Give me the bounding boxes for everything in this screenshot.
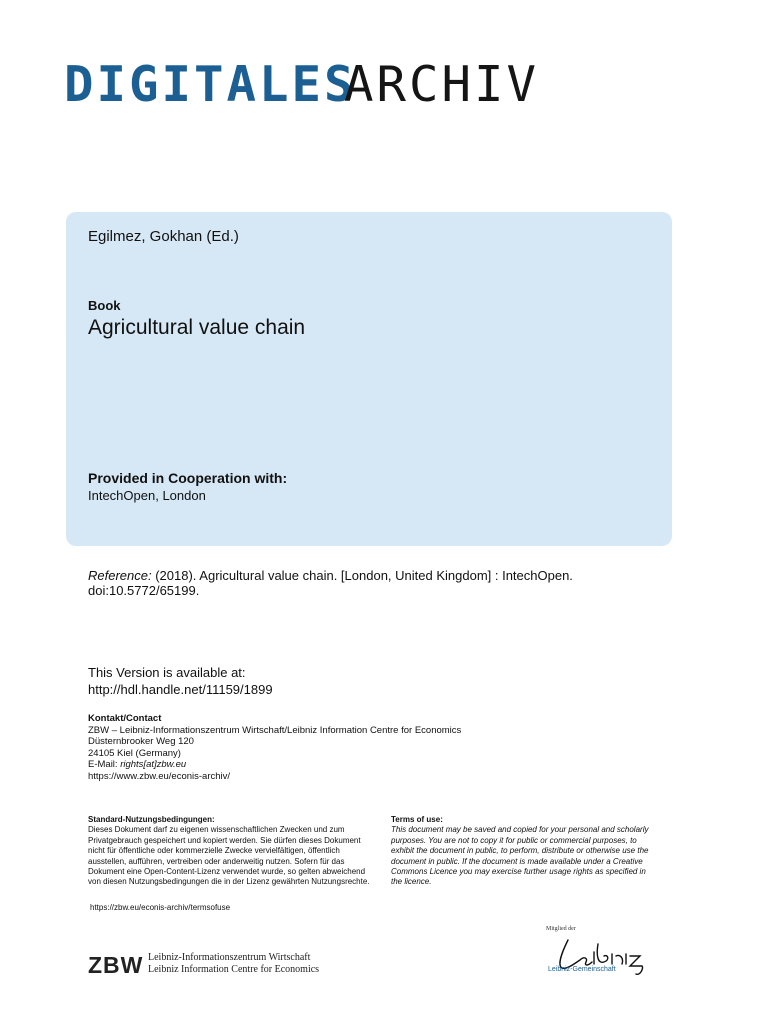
- terms-english: [391, 815, 653, 888]
- contact-email-link[interactable]: rights[at]zbw.eu: [120, 759, 187, 770]
- logo-archiv: ARCHIV: [344, 56, 540, 113]
- zbw-name-line2: Leibniz Information Centre for Economics: [148, 964, 320, 975]
- terms-english-text: This document may be saved and copied for your personal and scholarly purposes. You are not to copy it for public or commercial purposes, to exhibit the document in public, to perform, distribute or otherwise use the document in public. If the document is made available under a Creative Commons Licence you may exercise further usage rights as specified in the licence.: [391, 825, 649, 887]
- terms-english-heading: Terms of use:: [391, 815, 443, 824]
- version-url-link[interactable]: http://hdl.handle.net/11159/1899: [88, 682, 273, 697]
- terms-german: [88, 815, 378, 888]
- contact-street: Düsternbrooker Weg 120: [88, 736, 194, 747]
- logo-digitales: DIGITALES: [64, 56, 357, 113]
- terms-german-heading: Standard-Nutzungsbedingungen:: [88, 815, 215, 824]
- record-title: Agricultural value chain: [88, 316, 306, 339]
- zbw-name-line1: Leibniz-Informationszentrum Wirtschaft: [148, 952, 311, 963]
- reference-block: [88, 568, 608, 598]
- contact-heading: Kontakt/Contact: [88, 713, 162, 724]
- version-label: This Version is available at:: [88, 665, 246, 680]
- leibniz-signature-icon: [546, 930, 656, 994]
- reference-text: (2018). Agricultural value chain. [London, United Kingdom] : IntechOpen. doi:10.5772/65199.: [88, 568, 573, 598]
- reference-label: Reference:: [88, 568, 152, 583]
- record-info-box: [66, 212, 672, 546]
- contact-city: 24105 Kiel (Germany): [88, 747, 181, 759]
- record-type: Book: [88, 298, 121, 313]
- cooperation-label: Provided in Cooperation with:: [88, 470, 288, 486]
- zbw-logo: ZBW: [88, 952, 144, 978]
- version-block: [88, 664, 273, 698]
- contact-web-link[interactable]: https://www.zbw.eu/econis-archiv/: [88, 770, 231, 782]
- leibniz-logo: [546, 926, 656, 996]
- leibniz-member-label: Mitglied der: [546, 926, 576, 932]
- contact-block: [88, 713, 461, 782]
- cooperation-value: IntechOpen, London: [88, 488, 206, 503]
- contact-org: ZBW – Leibniz-Informationszentrum Wirtschaft/Leibniz Information Centre for Economics: [88, 724, 462, 736]
- terms-of-use-link[interactable]: https://zbw.eu/econis-archiv/termsofuse: [90, 903, 231, 912]
- leibniz-gemeinschaft-label: Leibniz-Gemeinschaft: [548, 966, 616, 973]
- terms-german-text: Dieses Dokument darf zu eigenen wissenschaftlichen Zwecken und zum Privatgebrauch gespeichert und kopiert werden. Sie dürfen dieses Dokument nicht für öffentliche oder kommerzielle Zwecke vervielfältigen, öffentlich ausstellen, aufführen, vertreiben oder anderweitig nutzen. Sofern für das Dokument eine Open-Content-Lizenz verwendet wurde, so gelten abweichend von diesen Nutzungsbedingungen die in der Lizenz gewährten Nutzungsrechte.: [88, 825, 370, 887]
- record-author: Egilmez, Gokhan (Ed.): [88, 228, 239, 245]
- contact-email-label: E-Mail:: [88, 759, 118, 770]
- zbw-name: [148, 952, 319, 976]
